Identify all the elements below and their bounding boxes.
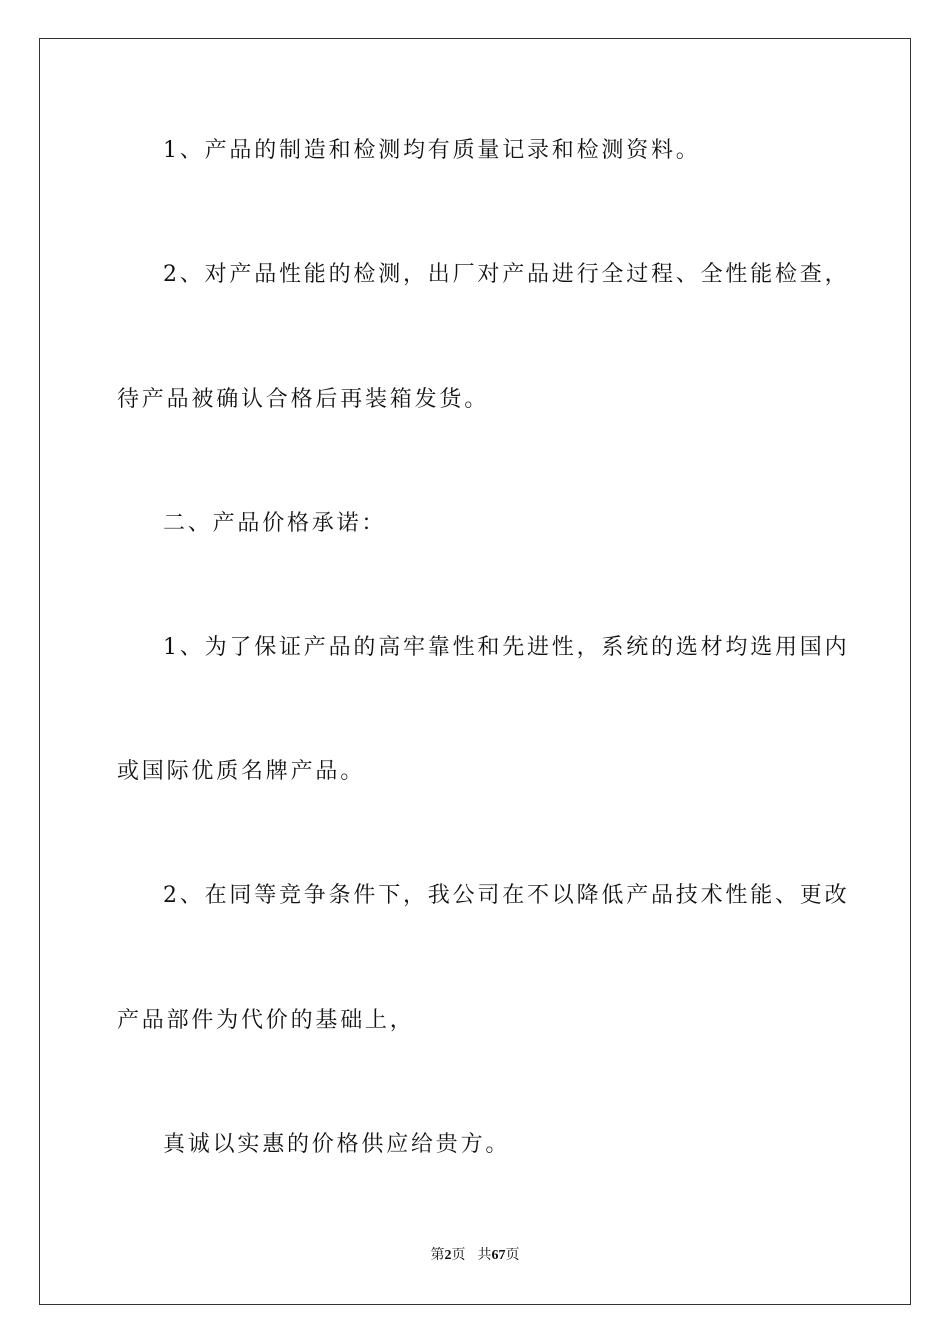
paragraph-line-6: 或国际优质名牌产品。 <box>117 759 366 784</box>
section-heading: 二、产品价格承诺： <box>163 511 387 536</box>
page-number: 2 <box>444 1248 452 1263</box>
total-suffix: 页 <box>505 1248 520 1263</box>
page-footer <box>0 1246 950 1266</box>
paragraph-line-2: 2、对产品性能的检测，出厂对产品进行全过程、全性能检查， <box>163 262 850 287</box>
paragraph-line-3: 待产品被确认合格后再装箱发货。 <box>117 387 490 412</box>
paragraph-line-8: 产品部件为代价的基础上， <box>117 1008 415 1033</box>
paragraph-line-9: 真诚以实惠的价格供应给贵方。 <box>163 1132 511 1157</box>
total-prefix: 共 <box>477 1248 492 1263</box>
page-suffix: 页 <box>451 1248 466 1263</box>
paragraph-line-1: 1、产品的制造和检测均有质量记录和检测资料。 <box>163 138 701 163</box>
total-pages: 67 <box>491 1248 506 1263</box>
page-prefix: 第 <box>430 1248 445 1263</box>
paragraph-line-7: 2、在同等竞争条件下，我公司在不以降低产品技术性能、更改 <box>163 883 850 908</box>
page-border <box>39 38 911 1305</box>
paragraph-line-5: 1、为了保证产品的高牢靠性和先进性，系统的选材均选用国内 <box>163 635 850 660</box>
